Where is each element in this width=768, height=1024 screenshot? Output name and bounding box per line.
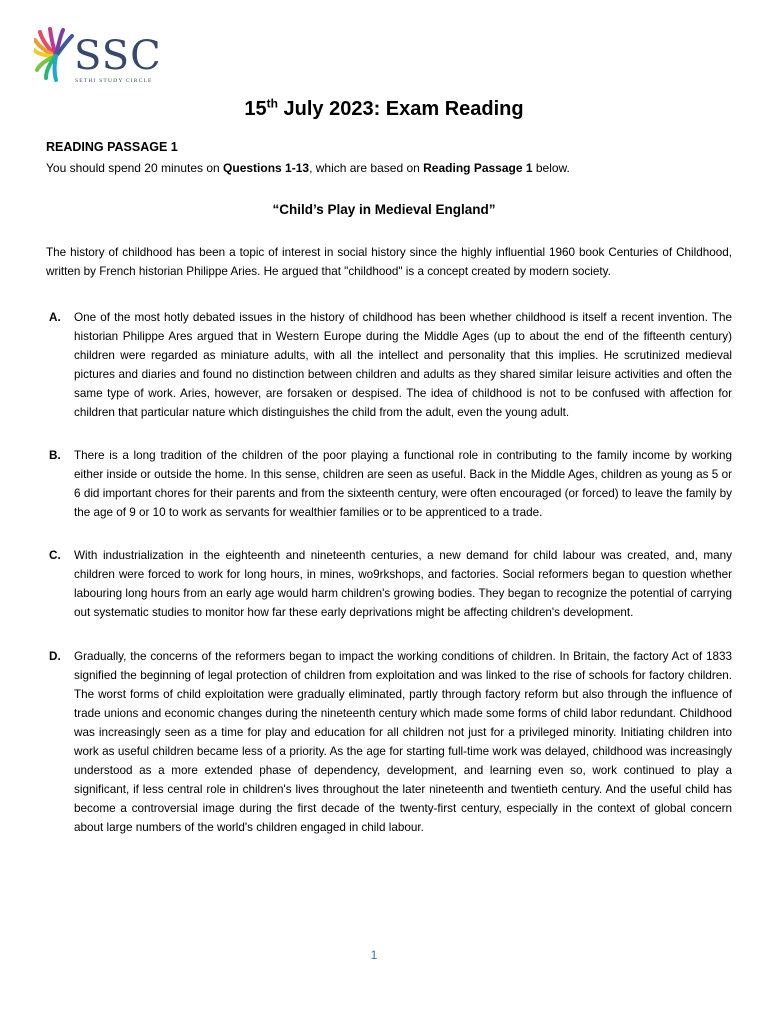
paragraph-text: One of the most hotly debated issues in the history of childhood has been whether childhood is itself a recent invention. The historian Philippe Ares argued that in Western Europe during the Middle Ages (up to about the end of the fifteenth century) children were regarded as miniature adults, with all the intellect and personality that this implies. He scrutinized medieval pictures and diaries and found no distinction between children and adults as they shared similar leisure activities and often the same type of work. Aries, however, are forsaken or despised. The idea of childhood is not to be confused with affection for children that particular nature which distinguishes the child from the adult, even the young adult. [74, 311, 732, 419]
instr-questions: Questions 1-13 [223, 161, 310, 175]
paragraph-letter: D. [49, 650, 61, 663]
paragraph-letter: A. [49, 311, 61, 324]
logo-subtitle: SETHI STUDY CIRCLE [75, 78, 153, 84]
page-number: 1 [370, 948, 378, 962]
logo-hands-icon [34, 26, 78, 82]
paragraph-c [46, 546, 732, 622]
paragraph-b [46, 446, 732, 522]
intro-paragraph: The history of childhood has been a topic of interest in social history since the highly influential 1960 book Centuries of Childhood, written by French historian Philippe Aries. He argued that "childhood" is a concept created by modern society. [46, 246, 732, 278]
section-heading: READING PASSAGE 1 [46, 140, 178, 154]
instr-text-3: below. [532, 161, 570, 175]
page-title [0, 96, 768, 122]
ssc-logo [34, 26, 162, 88]
instr-text-2: , which are based on [309, 161, 424, 175]
title-day: 15 [244, 98, 267, 120]
title-suffix: th [266, 96, 278, 111]
instr-passage: Reading Passage 1 [423, 161, 533, 175]
paragraph-d [46, 647, 732, 837]
paragraph-text: Gradually, the concerns of the reformers began to impact the working conditions of children. In Britain, the factory Act of 1833 signified the beginning of legal protection of children from exploitation and was linked to the rise of schools for factory children. The worst forms of child exploitation were gradually eliminated, partly through factory reform but also through the influence of trade unions and economic changes during the nineteenth century which made some forms of child labor redundant. Childhood was increasingly seen as a time for play and education for all children not just for a privileged minority. Initiating children into work as useful children became less of a priority. As the age for starting full-time work was delayed, childhood was increasingly understood as a more extended phase of dependency, development, and learning even so, work continued to play a significant, if less central role in children's lives throughout the later nineteenth and twentieth century. And the useful child has become a controversial image during the first decade of the twenty-first century, especially in the context of global concern about large numbers of the world's children engaged in child labour. [74, 650, 732, 834]
instr-text-1: You should spend 20 minutes on [46, 161, 224, 175]
title-rest: July 2023: Exam Reading [277, 98, 524, 120]
paragraph-letter: B. [49, 449, 61, 462]
paragraph-a [46, 308, 732, 422]
passage-title: “Child’s Play in Medieval England” [272, 202, 496, 217]
paragraph-text: With industrialization in the eighteenth and nineteenth centuries, a new demand for child labour was created, and, many children were forced to work for long hours, in mines, wo9rkshops, and factories. Social reformers began to question whether labouring long hours from an early age would harm children's growing bodies. They began to recognize the potential of carrying out systematic studies to monitor how far these early deprivations might be affecting children's development. [74, 549, 732, 619]
paragraph-letter: C. [49, 549, 61, 562]
instructions [46, 160, 726, 176]
logo-wordmark: SSC [74, 33, 162, 79]
paragraph-text: There is a long tradition of the children of the poor playing a functional role in contributing to the family income by working either inside or outside the home. In this sense, children are seen as useful. Back in the Middle Ages, children as young as 5 or 6 did important chores for their parents and from the sixteenth century, were often encouraged (or forced) to leave the family by the age of 9 or 10 to work as servants for wealthier families or to be apprenticed to a trade. [74, 449, 732, 519]
